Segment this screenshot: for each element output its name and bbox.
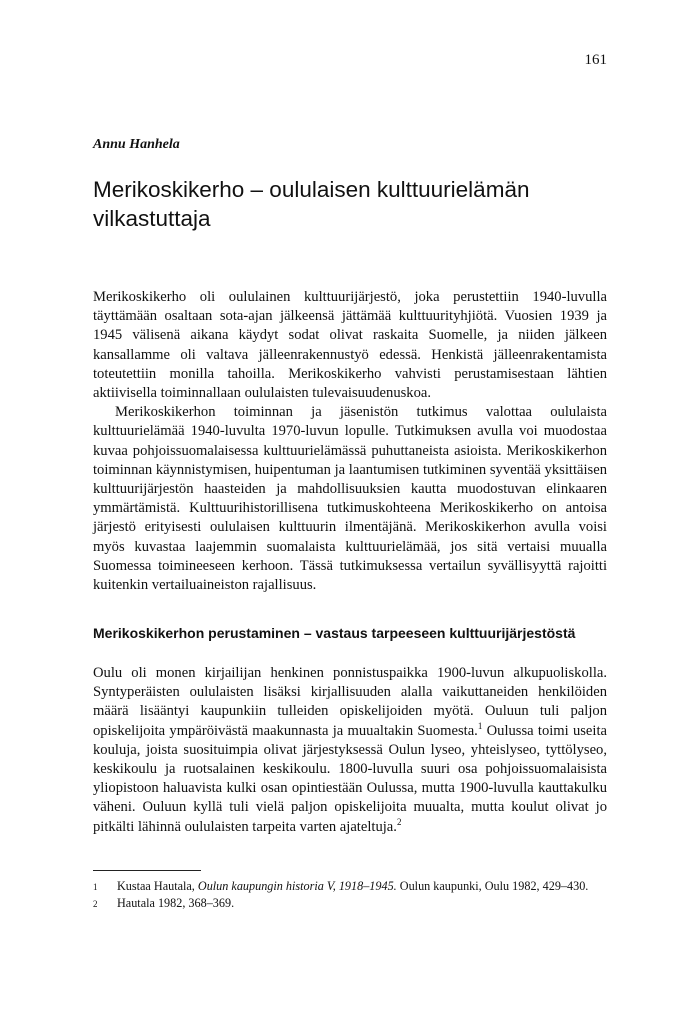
footnote-ref-2[interactable]: 2 <box>396 816 402 827</box>
footnote-book-title: Oulun kaupungin historia V, 1918–1945. <box>197 879 397 893</box>
footnote-number: 1 <box>93 882 98 892</box>
section-body <box>93 664 607 837</box>
footnote-1 <box>93 878 607 895</box>
author-name: Annu Hanhela <box>93 137 180 152</box>
footnote-text-post: Oulun kaupunki, Oulu 1982, 429–430. <box>396 879 589 893</box>
intro-paragraph-1: Merikoskikerho oli oululainen kulttuurijärjestö, joka perustettiin 1940-luvulla täyttämään osaltaan sota-ajan jälkeensä jättämää kulttuurityhjiötä. Vuosien 1939 ja 1945 välisenä aikana käydyt sodat olivat raskaita Suomelle, ja niiden jälkeen kansallamme oli valtava jälleenrakennustyö edessä. Henkistä jälleenrakentamista toteutettiin monilla tahoilla. Merikoskikerho vahvisti perustamisestaan lähtien aktiivisella toiminnallaan oululaisten tulevaisuudenuskoa. <box>93 289 607 402</box>
footnote-ref-1[interactable]: 1 <box>477 720 483 731</box>
footnote-divider <box>93 870 201 871</box>
footnote-2 <box>93 895 607 912</box>
section-paragraph-1-part-b: Oulussa toimi useita kouluja, joista suosituimpia olivat järjestyksessä Oulun lyseo, yhteislyseo, tyttölyseo, keskikoulu ja ruotsalainen keskikoulu. 1800-luvulla suuri osa pohjoissuomalaisista yliopistoon haluavista kulki osan opintiestään Oulussa, mutta 1900-luvulla kauttakulku väheni. Ouluun kyllä tuli vielä paljon opiskelijoita muualta, mutta koulut olivat jo pitkälti lähinnä oululaisten tarpeita varten ajateltuja. <box>93 722 607 835</box>
footnote-text <box>117 895 607 912</box>
section-paragraph-1 <box>93 664 607 837</box>
section-paragraph-1-part-a: Oulu oli monen kirjailijan henkinen ponnistuspaikka 1900-luvun alkupuoliskolla. Syntyperäisten oululaisten lisäksi kirjallisuuden alalla vaikuttaneiden henkilöiden määrä lisääntyi kaupunkiin tulleiden opiskelijoiden myötä. Ouluun tuli paljon opiskelijoita ympäröivästä maakunnasta ja muualtakin Suomesta. <box>93 665 607 739</box>
footnotes <box>93 878 607 912</box>
footnote-text-pre: Hautala 1982, 368–369. <box>117 896 235 910</box>
footnote-number: 2 <box>93 899 98 909</box>
footnote-text <box>117 878 607 895</box>
footnote-text-pre: Kustaa Hautala, <box>117 879 198 893</box>
page-number: 161 <box>584 52 607 68</box>
intro-section <box>93 288 607 595</box>
section-heading: Merikoskikerhon perustaminen – vastaus tarpeeseen kulttuurijärjestöstä <box>93 625 576 641</box>
intro-paragraph-2: Merikoskikerhon toiminnan ja jäsenistön tutkimus valottaa oululaista kulttuurielämää 1940-luvulta 1970-luvun lopulle. Tutkimuksen avulla voi muodostaa kuvaa pohjoissuomalaisessa kulttuurielämässä puhuttaneista asioista. Merikoskikerhon toiminnan käynnistymisen, huipentuman ja laantumisen tutkiminen syventää yksittäisen kulttuurijärjestön haasteiden ja mahdollisuuksien kautta muodostuvan elinkaaren ymmärtämistä. Kulttuurihistorillisena tutkimuskohteena Merikoskikerho on antoisa järjestö erityisesti oululaisen kulttuurin ilmentäjänä. Merikoskikerhon avulla voisi myös kuvastaa laajemmin suomalaista kulttuurielämää, jos sitä vertaisi muualla Suomessa toimineeseen kerhoon. Tässä tutkimuksessa vertailun syvällisyyttä rajoitti kuitenkin vertailuaineiston rajallisuus. <box>93 404 607 594</box>
article-title: Merikoskikerho – oululaisen kulttuurielämän vilkastuttaja <box>93 177 530 231</box>
